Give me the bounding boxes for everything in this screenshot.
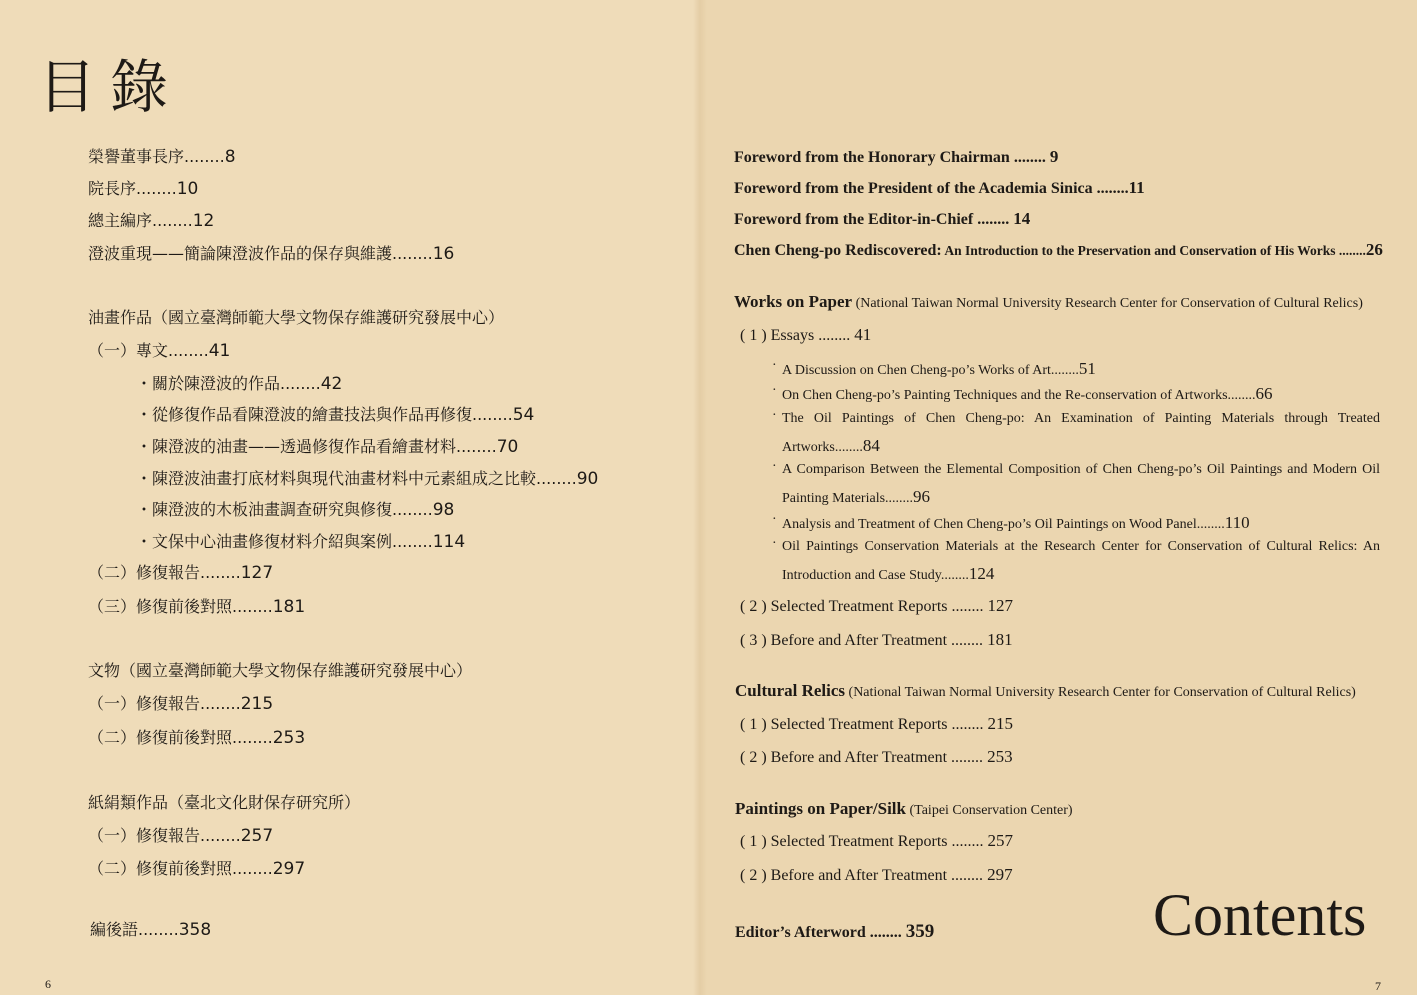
entry-label: （一）修復報告........ [88, 826, 241, 845]
toc-entry [734, 178, 1145, 199]
entry-page: 41 [854, 325, 872, 344]
toc-bullet [136, 405, 534, 425]
entry-page: 215 [987, 714, 1014, 733]
entry-label: 編後語........ [90, 920, 179, 939]
entry-label: Editor’s Afterword ........ [735, 924, 906, 941]
section-title: Cultural Relics [735, 681, 846, 700]
entry-label: Selected Treatment Reports ........ [766, 716, 988, 733]
entry-label: 榮譽董事長序........ [88, 147, 225, 166]
entry-label: ・文保中心油畫修復材料介紹與案例........ [136, 532, 433, 551]
toc-entry [88, 341, 230, 361]
entry-label: Selected Treatment Reports ........ [766, 833, 988, 850]
toc-entry [740, 747, 1013, 768]
bullet-dot: · [772, 459, 777, 474]
entry-page: 54 [512, 405, 535, 425]
entry-page: 297 [987, 865, 1013, 884]
entry-page: 12 [192, 211, 215, 231]
chinese-title: 目錄 [38, 53, 183, 121]
section-heading [735, 799, 1073, 821]
bullet-dot: · [772, 358, 777, 373]
entry-page: 66 [1255, 384, 1273, 403]
entry-page: 124 [968, 564, 995, 583]
toc-entry [740, 831, 1013, 852]
toc-entry [88, 563, 273, 583]
entry-page: 110 [1224, 513, 1250, 532]
entry-label: ・陳澄波的木板油畫調查研究與修復........ [136, 500, 433, 519]
toc-entry [734, 240, 1383, 261]
toc-bullet [136, 437, 518, 457]
entry-page: 8 [224, 147, 236, 167]
entry-page: 14 [1013, 209, 1031, 228]
entry-label: Foreword from the Editor-in-Chief ........ [734, 211, 1014, 228]
bullet-dot: · [772, 536, 777, 551]
entry-page: 90 [576, 469, 599, 489]
entry-page: 114 [432, 532, 466, 552]
section-heading: 紙絹類作品（臺北文化財保存研究所） [88, 793, 361, 812]
toc-entry [88, 826, 273, 846]
entry-page: 257 [987, 831, 1014, 850]
toc-bullet [136, 374, 342, 394]
section-note: (National Taiwan Normal University Research Center for Conservation of Cultural Relics) [845, 685, 1356, 700]
entry-page: 41 [208, 341, 231, 361]
entry-label: 總主編序........ [88, 211, 193, 230]
page-number: 7 [1375, 979, 1381, 993]
entry-label: 院長序........ [88, 179, 177, 198]
entry-page: 127 [987, 596, 1014, 615]
section-heading [735, 681, 1356, 703]
section-note: (Taipei Conservation Center) [905, 803, 1073, 818]
entry-page: 127 [240, 563, 274, 583]
entry-label: Before and After Treatment ........ [766, 632, 988, 649]
toc-bullet [782, 533, 1380, 589]
entry-page: 11 [1128, 178, 1145, 197]
entry-label: ・陳澄波的油畫——透過修復作品看繪畫材料........ [136, 437, 497, 456]
bullet-dot: · [772, 408, 777, 423]
entry-label: Foreword from the Honorary Chairman ........ [734, 149, 1050, 166]
toc-entry [88, 859, 305, 879]
entry-page: 70 [496, 437, 519, 457]
entry-number: ( 3 ) [740, 632, 767, 649]
entry-number: ( 2 ) [740, 867, 767, 884]
section-title: Paintings on Paper/Silk [735, 799, 906, 818]
toc-entry [740, 630, 1013, 651]
entry-number: ( 2 ) [740, 598, 767, 615]
entry-label: On Chen Cheng-po’s Painting Techniques and the Re-conservation of Artworks........ [782, 388, 1256, 403]
entry-subtitle: An Introduction to the Preservation and Conservation of His Works ........ [941, 243, 1366, 258]
entry-page: 42 [320, 374, 343, 394]
section-title: Works on Paper [734, 292, 853, 311]
entry-number: ( 1 ) [740, 833, 767, 850]
bullet-dot: · [772, 512, 777, 527]
entry-number: ( 1 ) [740, 716, 767, 733]
entry-label: A Comparison Between the Elemental Composition of Chen Cheng-po’s Oil Paintings and Modern Oil Painting Materials........ [782, 462, 1380, 506]
entry-label: Before and After Treatment ........ [766, 749, 988, 766]
toc-entry [734, 209, 1030, 230]
entry-page: 253 [272, 728, 306, 748]
page-number: 6 [45, 977, 51, 991]
entry-label: ・陳澄波油畫打底材料與現代油畫材料中元素組成之比較........ [136, 469, 577, 488]
entry-page: 181 [272, 597, 306, 617]
toc-entry [740, 714, 1013, 735]
toc-entry [88, 211, 214, 231]
entry-label: （一）修復報告........ [88, 694, 241, 713]
entry-label: （二）修復前後對照........ [88, 859, 273, 878]
entry-label: Before and After Treatment ........ [766, 867, 988, 884]
entry-page: 96 [913, 487, 931, 506]
entry-page: 16 [432, 244, 455, 264]
entry-page: 9 [1049, 147, 1059, 166]
entry-label: （三）修復前後對照........ [88, 597, 273, 616]
toc-entry [740, 865, 1013, 886]
entry-label: Chen Cheng-po Rediscovered: [734, 242, 942, 259]
entry-label: Analysis and Treatment of Chen Cheng-po’s Oil Paintings on Wood Panel........ [782, 517, 1225, 532]
toc-bullet [136, 500, 454, 520]
toc-entry [88, 728, 305, 748]
entry-page: 359 [905, 921, 935, 942]
entry-number: ( 1 ) [740, 327, 767, 344]
book-gutter [693, 0, 707, 995]
toc-entry [740, 596, 1013, 617]
entry-label: Oil Paintings Conservation Materials at the Research Center for Conservation of Cultural Relics: An Introduction and Case Study........ [782, 539, 1380, 583]
toc-entry [735, 922, 934, 943]
entry-label: 澄波重現——簡論陳澄波作品的保存與維護........ [88, 244, 433, 263]
toc-entry [88, 147, 236, 167]
entry-label: A Discussion on Chen Cheng-po’s Works of Art........ [782, 363, 1079, 378]
toc-bullet [136, 469, 598, 489]
entry-page: 358 [178, 920, 212, 940]
toc-entry [88, 179, 198, 199]
section-heading [734, 292, 1363, 314]
section-heading: 文物（國立臺灣師範大學文物保存維護研究發展中心） [88, 661, 473, 680]
bullet-dot: · [772, 383, 777, 398]
entry-page: 253 [987, 747, 1013, 766]
entry-page: 297 [272, 859, 306, 879]
entry-label: ・關於陳澄波的作品........ [136, 374, 321, 393]
toc-entry [88, 244, 454, 264]
entry-label: Essays ........ [766, 327, 855, 344]
entry-page: 10 [176, 179, 199, 199]
entry-label: Selected Treatment Reports ........ [766, 598, 988, 615]
entry-label: The Oil Paintings of Chen Cheng-po: An Examination of Painting Materials through Treated Artworks........ [782, 411, 1380, 455]
entry-page: 215 [240, 694, 274, 714]
entry-page: 51 [1078, 359, 1096, 378]
toc-entry [90, 920, 211, 940]
entry-page: 26 [1365, 240, 1383, 259]
section-heading: 油畫作品（國立臺灣師範大學文物保存維護研究發展中心） [88, 308, 505, 327]
entry-number: ( 2 ) [740, 749, 767, 766]
toc-entry [740, 325, 871, 346]
toc-bullet [136, 532, 465, 552]
entry-label: Foreword from the President of the Academia Sinica ........ [734, 180, 1129, 197]
entry-page: 257 [240, 826, 274, 846]
toc-bullet [782, 456, 1380, 512]
toc-entry [88, 597, 305, 617]
toc-bullet [782, 405, 1380, 461]
entry-label: ・從修復作品看陳澄波的繪畫技法與作品再修復........ [136, 405, 513, 424]
english-title: Contents [1153, 882, 1367, 948]
entry-page: 181 [987, 630, 1013, 649]
entry-label: （二）修復報告........ [88, 563, 241, 582]
entry-page: 84 [862, 436, 880, 455]
section-note: (National Taiwan Normal University Research Center for Conservation of Cultural Relics) [852, 296, 1363, 311]
entry-page: 98 [432, 500, 455, 520]
toc-entry [88, 694, 273, 714]
entry-label: （一）專文........ [88, 341, 209, 360]
toc-entry [734, 147, 1058, 168]
entry-label: （二）修復前後對照........ [88, 728, 273, 747]
